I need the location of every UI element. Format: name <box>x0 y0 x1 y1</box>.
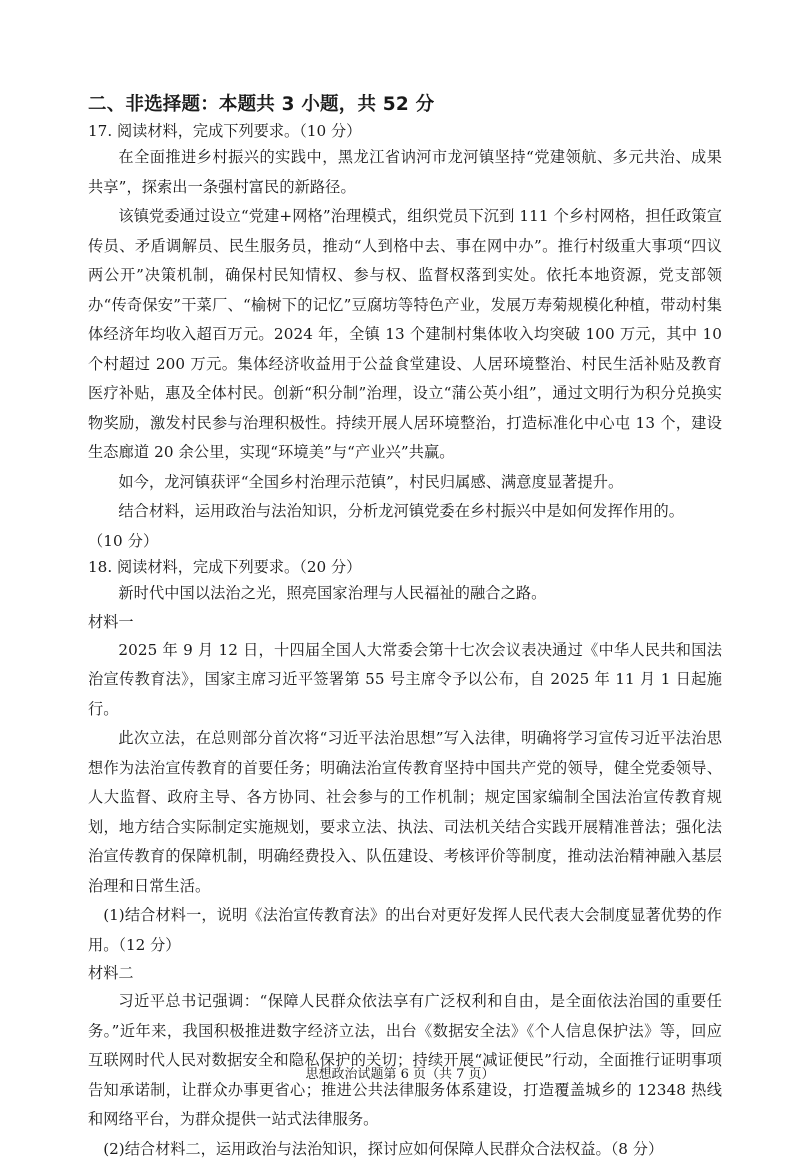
material-1-paragraph-1: 2025 年 9 月 12 日，十四届全国人大常委会第十七次会议表决通过《中华人民共和国法治宣传教育法》，国家主席习近平签署第 55 号主席令予以公布，自 2025 年 11 月 1 日起施行。 <box>88 636 722 725</box>
q18-sub-question-1: (1)结合材料一，说明《法治宣传教育法》的出台对更好发挥人民代表大会制度显著优势的作用。（12 分） <box>88 901 722 960</box>
q17-paragraph-2: 该镇党委通过设立“党建+网格”治理模式，组织党员下沉到 111 个乡村网格，担任政策宣传员、矛盾调解员、民生服务员，推动“人到格中去、事在网中办”。推行村级重大事项“四议两公开”决策机制，确保村民知情权、参与权、监督权落到实处。依托本地资源，党支部领办“传奇保安”干菜厂、“榆树下的记忆”豆腐坊等特色产业，发展万寿菊规模化种植，带动村集体经济年均收入超百万元。2024 年，全镇 13 个建制村集体收入均突破 100 万元，其中 10 个村超过 200 万元。集体经济收益用于公益食堂建设、人居环境整治、村民生活补贴及教育医疗补贴，惠及全体村民。创新“积分制”治理，设立“蒲公英小组”，通过文明行为积分兑换实物奖励，激发村民参与治理积极性。持续开展人居环境整治，打造标准化中心屯 13 个，建设生态廊道 20 余公里，实现“环境美”与“产业兴”共赢。 <box>88 202 722 468</box>
q18-sub-question-2: (2)结合材料二，运用政治与法治知识，探讨应如何保障人民群众合法权益。（8 分） <box>88 1135 722 1164</box>
q17-prompt: 结合材料，运用政治与法治知识，分析龙河镇党委在乡村振兴中是如何发挥作用的。 <box>88 497 722 527</box>
material-2-label: 材料二 <box>88 960 722 987</box>
q18-intro: 新时代中国以法治之光，照亮国家治理与人民福祉的融合之路。 <box>88 579 722 609</box>
question-18-heading: 18. 阅读材料，完成下列要求。（20 分） <box>88 556 722 579</box>
question-17-heading: 17. 阅读材料，完成下列要求。（10 分） <box>88 120 722 143</box>
material-1-label: 材料一 <box>88 609 722 636</box>
material-2-paragraph-1: 习近平总书记强调：“保障人民群众依法享有广泛权利和自由，是全面依法治国的重要任务。”近年来，我国积极推进数字经济立法，出台《数据安全法》《个人信息保护法》等，回应互联网时代人民对数据安全和隐私保护的关切；持续开展“减证便民”行动，全面推行证明事项告知承诺制，让群众办事更省心；推进公共法律服务体系建设，打造覆盖城乡的 12348 热线和网络平台，为群众提供一站式法律服务。 <box>88 987 722 1135</box>
q17-paragraph-1: 在全面推进乡村振兴的实践中，黑龙江省讷河市龙河镇坚持“党建领航、多元共治、成果共享”，探索出一条强村富民的新路径。 <box>88 143 722 202</box>
q17-score: （10 分） <box>88 527 722 557</box>
section-title: 二、非选择题：本题共 3 小题，共 52 分 <box>88 92 722 118</box>
q17-paragraph-3: 如今，龙河镇获评“全国乡村治理示范镇”，村民归属感、满意度显著提升。 <box>88 468 722 498</box>
material-1-paragraph-2: 此次立法，在总则部分首次将“习近平法治思想”写入法律，明确将学习宣传习近平法治思想作为法治宣传教育的首要任务；明确法治宣传教育坚持中国共产党的领导，健全党委领导、人大监督、政府主导、各方协同、社会参与的工作机制；规定国家编制全国法治宣传教育规划，地方结合实际制定实施规划，要求立法、执法、司法机关结合实践开展精准普法；强化法治宣传教育的保障机制，明确经费投入、队伍建设、考核评价等制度，推动法治精神融入基层治理和日常生活。 <box>88 724 722 901</box>
page-footer: 思想政治试题第 6 页（共 7 页） <box>0 1066 800 1084</box>
